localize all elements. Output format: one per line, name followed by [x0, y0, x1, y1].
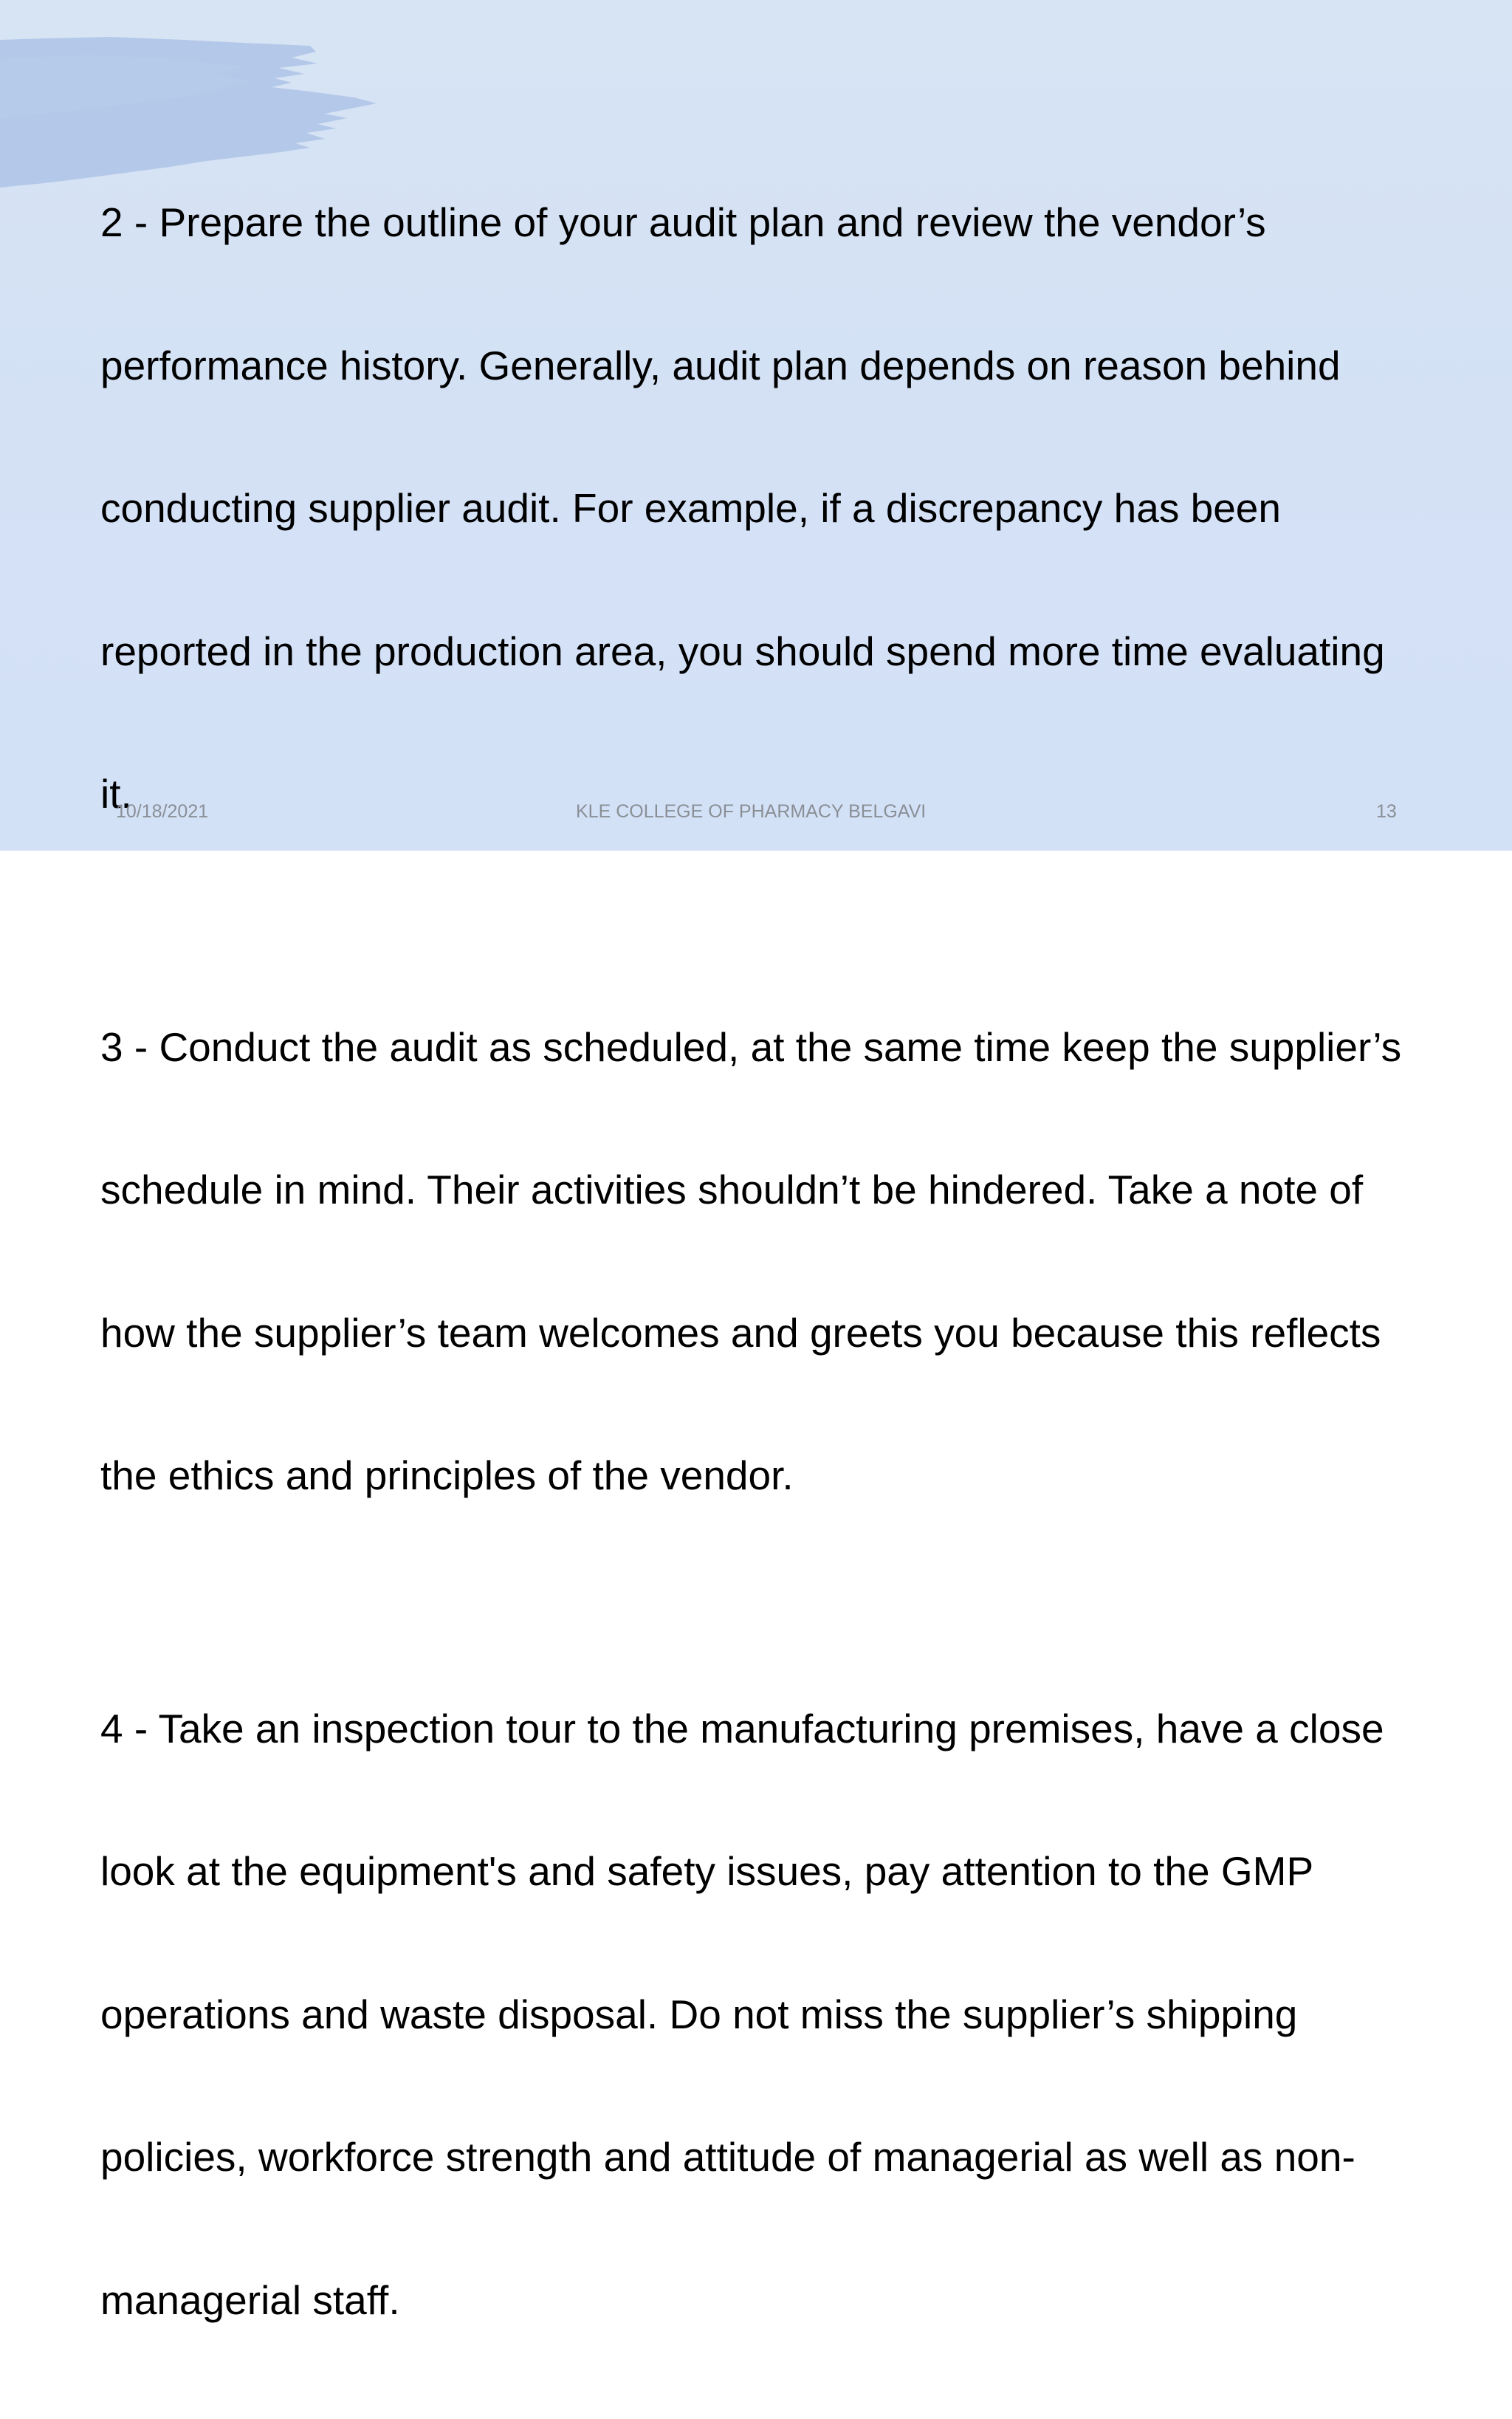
- slide-number: 13: [1376, 800, 1397, 823]
- slide: [0, 0, 1512, 851]
- text-line: conducting supplier audit. For example, if a discrepancy has been: [100, 484, 1512, 532]
- footer-date: 10/18/2021: [116, 800, 208, 823]
- paragraph-step-2: [100, 103, 1512, 913]
- text-line: managerial staff.: [100, 2276, 1512, 2324]
- text-line: the ethics and principles of the vendor.: [100, 1452, 1512, 1500]
- slide-body: [100, 103, 1512, 2419]
- text-line: 2 - Prepare the outline of your audit plan and review the vendor’s: [100, 199, 1512, 247]
- text-line: 4 - Take an inspection tour to the manufacturing premises, have a close: [100, 1705, 1512, 1753]
- footer-institution: KLE COLLEGE OF PHARMACY BELGAVI: [576, 800, 926, 823]
- text-line: policies, workforce strength and attitude of managerial as well as non-: [100, 2133, 1512, 2181]
- text-line: reported in the production area, you should spend more time evaluating: [100, 628, 1512, 676]
- text-line: it.: [100, 770, 1512, 818]
- text-line: 3 - Conduct the audit as scheduled, at the same time keep the supplier’s: [100, 1023, 1512, 1071]
- paragraph-step-4: [100, 1610, 1512, 2419]
- text-line: how the supplier’s team welcomes and greets you because this reflects: [100, 1309, 1512, 1357]
- text-line: look at the equipment's and safety issues, pay attention to the GMP: [100, 1847, 1512, 1895]
- text-line: schedule in mind. Their activities shouldn’t be hindered. Take a note of: [100, 1166, 1512, 1214]
- paragraph-step-3: [100, 928, 1512, 1595]
- text-line: operations and waste disposal. Do not miss the supplier’s shipping: [100, 1991, 1512, 2039]
- text-line: performance history. Generally, audit plan depends on reason behind: [100, 342, 1512, 390]
